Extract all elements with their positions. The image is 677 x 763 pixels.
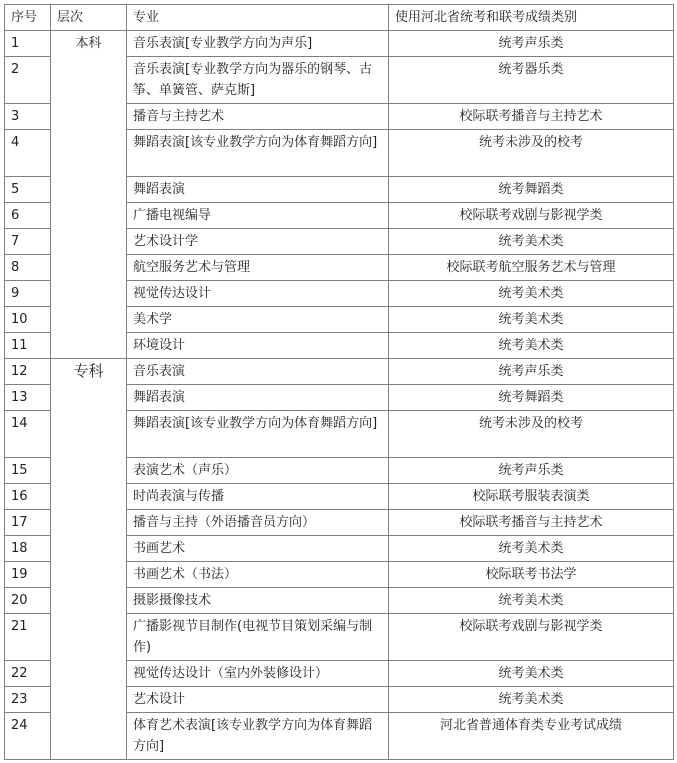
row-num: 19: [5, 562, 51, 588]
row-category: 统考声乐类: [389, 31, 674, 57]
row-major: 摄影摄像技术: [127, 588, 389, 614]
row-category: 统考舞蹈类: [389, 177, 674, 203]
row-major: 播音与主持（外语播音员方向）: [127, 510, 389, 536]
row-category: 统考未涉及的校考: [389, 411, 674, 458]
table-row: [5, 359, 674, 385]
row-num: 5: [5, 177, 51, 203]
row-num: 1: [5, 31, 51, 57]
row-num: 10: [5, 307, 51, 333]
row-num: 11: [5, 333, 51, 359]
row-major: 音乐表演[专业教学方向为声乐]: [127, 31, 389, 57]
row-num: 16: [5, 484, 51, 510]
row-major: 书画艺术（书法）: [127, 562, 389, 588]
row-category: 统考未涉及的校考: [389, 130, 674, 177]
row-category: 统考美术类: [389, 588, 674, 614]
row-major: 体育艺术表演[该专业教学方向为体育舞蹈方向]: [127, 713, 389, 760]
row-num: 7: [5, 229, 51, 255]
row-category: 统考美术类: [389, 661, 674, 687]
header-num: 序号: [5, 5, 51, 31]
table-row: [5, 31, 674, 57]
row-major: 时尚表演与传播: [127, 484, 389, 510]
row-category: 统考美术类: [389, 307, 674, 333]
row-category: 统考舞蹈类: [389, 385, 674, 411]
row-num: 20: [5, 588, 51, 614]
row-num: 9: [5, 281, 51, 307]
row-major: 环境设计: [127, 333, 389, 359]
row-major: 音乐表演: [127, 359, 389, 385]
row-category: 统考美术类: [389, 333, 674, 359]
row-category: 校际联考播音与主持艺术: [389, 510, 674, 536]
row-num: 13: [5, 385, 51, 411]
row-num: 2: [5, 57, 51, 104]
row-major: 书画艺术: [127, 536, 389, 562]
row-major: 美术学: [127, 307, 389, 333]
row-num: 18: [5, 536, 51, 562]
row-major: 航空服务艺术与管理: [127, 255, 389, 281]
row-num: 14: [5, 411, 51, 458]
row-category: 统考美术类: [389, 281, 674, 307]
row-major: 广播影视节目制作(电视节目策划采编与制作): [127, 614, 389, 661]
row-category: 校际联考播音与主持艺术: [389, 104, 674, 130]
row-num: 8: [5, 255, 51, 281]
row-major: 播音与主持艺术: [127, 104, 389, 130]
row-num: 12: [5, 359, 51, 385]
row-category: 统考声乐类: [389, 458, 674, 484]
row-num: 22: [5, 661, 51, 687]
header-row: [5, 5, 674, 31]
row-num: 21: [5, 614, 51, 661]
row-num: 3: [5, 104, 51, 130]
row-category: 统考美术类: [389, 687, 674, 713]
header-major: 专业: [127, 5, 389, 31]
row-num: 6: [5, 203, 51, 229]
category-table: [4, 4, 674, 760]
row-category: 校际联考书法学: [389, 562, 674, 588]
row-category: 河北省普通体育类专业考试成绩: [389, 713, 674, 760]
row-num: 4: [5, 130, 51, 177]
row-major: 舞蹈表演[该专业教学方向为体育舞蹈方向]: [127, 130, 389, 177]
row-category: 统考美术类: [389, 536, 674, 562]
row-category: 校际联考航空服务艺术与管理: [389, 255, 674, 281]
row-major: 舞蹈表演: [127, 385, 389, 411]
row-num: 17: [5, 510, 51, 536]
header-category: 使用河北省统考和联考成绩类别: [389, 5, 674, 31]
row-category: 统考声乐类: [389, 359, 674, 385]
header-level: 层次: [51, 5, 127, 31]
level-cell-undergraduate: 本科: [51, 31, 127, 359]
row-category: 校际联考戏剧与影视学类: [389, 203, 674, 229]
row-num: 15: [5, 458, 51, 484]
row-major: 视觉传达设计（室内外装修设计）: [127, 661, 389, 687]
row-num: 24: [5, 713, 51, 760]
row-num: 23: [5, 687, 51, 713]
row-major: 舞蹈表演: [127, 177, 389, 203]
level-cell-junior-college: 专科: [51, 359, 127, 760]
row-category: 统考美术类: [389, 229, 674, 255]
row-major: 舞蹈表演[该专业教学方向为体育舞蹈方向]: [127, 411, 389, 458]
row-major: 广播电视编导: [127, 203, 389, 229]
row-category: 校际联考服装表演类: [389, 484, 674, 510]
row-major: 视觉传达设计: [127, 281, 389, 307]
row-major: 艺术设计学: [127, 229, 389, 255]
row-major: 音乐表演[专业教学方向为器乐的钢琴、古筝、单簧管、萨克斯]: [127, 57, 389, 104]
row-category: 校际联考戏剧与影视学类: [389, 614, 674, 661]
row-category: 统考器乐类: [389, 57, 674, 104]
row-major: 艺术设计: [127, 687, 389, 713]
row-major: 表演艺术（声乐）: [127, 458, 389, 484]
